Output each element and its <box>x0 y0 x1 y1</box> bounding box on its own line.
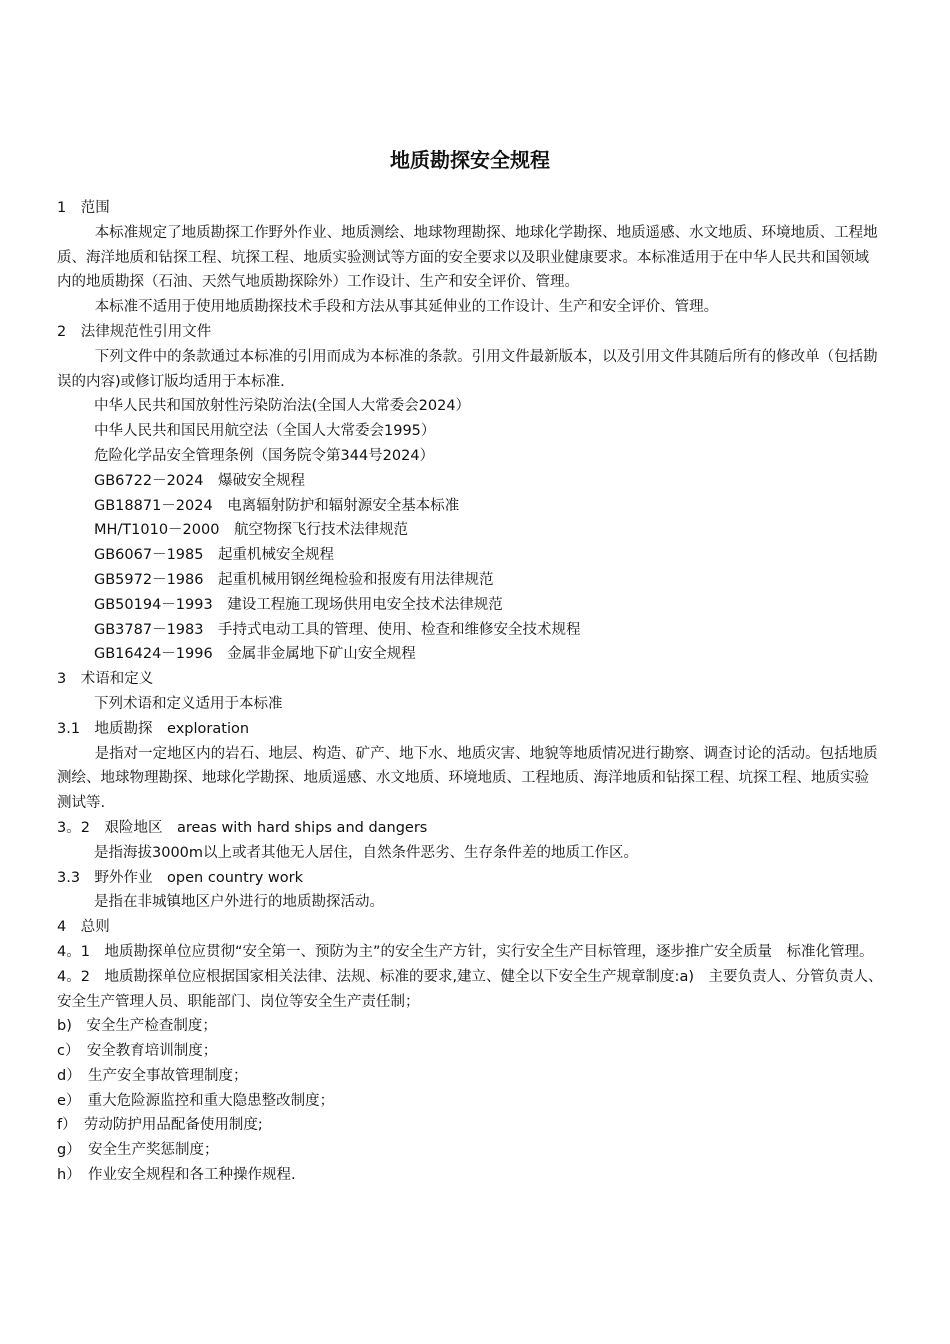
indented-line: MH/T1010－2000 航空物探飞行技术法律规范 <box>94 522 408 539</box>
section-line: d） 生产安全事故管理制度； <box>57 1067 248 1084</box>
body-paragraph: 下列文件中的条款通过本标准的引用而成为本标准的条款。引用文件最新版本，以及引用文件其随后所有的修改单（包括勘误的内容)或修订版均适用于本标准. <box>57 348 878 390</box>
section-line: 3 术语和定义 <box>57 671 154 688</box>
indented-line: 是指海拔3000m以上或者其他无人居住，自然条件恶劣、生存条件差的地质工作区。 <box>94 844 639 861</box>
section-line: c） 安全教育培训制度； <box>57 1043 218 1060</box>
section-line: 4。1 地质勘探单位应贯彻“安全第一、预防为主”的安全生产方针，实行安全生产目标管理，逐步推广安全质量 标准化管理。 <box>57 943 874 960</box>
indented-line: GB18871－2024 电离辐射防护和辐射源安全基本标准 <box>94 497 460 514</box>
section-line: 3.1 地质勘探 exploration <box>57 720 250 737</box>
indented-line: 中华人民共和国放射性污染防治法(全国人大常委会2024） <box>94 398 471 415</box>
section-line: 3。2 艰险地区 areas with hard ships and dangers <box>57 819 428 836</box>
document-body <box>57 196 883 1188</box>
section-line: 4 总则 <box>57 919 110 936</box>
indented-line: 危险化学品安全管理条例（国务院令第344号2024） <box>94 447 435 464</box>
document-title: 地质勘探安全规程 <box>390 148 550 172</box>
section-line: h） 作业安全规程和各工种操作规程. <box>57 1167 296 1184</box>
section-line: 1 范围 <box>57 200 110 216</box>
indented-line: 中华人民共和国民用航空法（全国人大常委会1995） <box>94 423 436 440</box>
indented-line: GB50194－1993 建设工程施工现场供用电安全技术法律规范 <box>94 596 503 613</box>
indented-line: GB6067－1985 起重机械安全规程 <box>94 547 334 564</box>
section-line: 3.3 野外作业 open country work <box>57 869 304 886</box>
indented-line: GB16424－1996 金属非金属地下矿山安全规程 <box>94 646 416 663</box>
indented-line: 下列术语和定义适用于本标准 <box>94 695 283 712</box>
indented-line: 是指在非城镇地区户外进行的地质勘探活动。 <box>94 894 384 911</box>
section-line: 4。2 地质勘探单位应根据国家相关法律、法规、标准的要求,建立、健全以下安全生产规章制度:a) 主要负责人、分管负责人、安全生产管理人员、职能部门、岗位等安全生产责任制； <box>57 968 883 1010</box>
section-line: g） 安全生产奖惩制度； <box>57 1142 219 1159</box>
section-line: e） 重大危险源监控和重大隐患整改制度； <box>57 1092 335 1109</box>
indented-line: GB5972－1986 起重机械用钢丝绳检验和报废有用法律规范 <box>94 571 494 588</box>
body-paragraph: 本标准规定了地质勘探工作野外作业、地质测绘、地球物理勘探、地球化学勘探、地质遥感、水文地质、环境地质、工程地质、海洋地质和钻探工程、坑探工程、地质实验测试等方面的安全要求以及职业健康要求。本标准适用于在中华人民共和国领域内的地质勘探（石油、天然气地质勘探除外）工作设计、生产和安全评价、管理。 <box>57 224 878 291</box>
section-line: f） 劳动防护用品配备使用制度; <box>57 1117 263 1134</box>
document-page <box>57 140 883 1188</box>
body-paragraph: 是指对一定地区内的岩石、地层、构造、矿产、地下水、地质灾害、地貌等地质情况进行勘察、调查讨论的活动。包括地质测绘、地球物理勘探、地球化学勘探、地质遥感、水文地质、环境地质、工程地质、海洋地质和钻探工程、坑探工程、地质实验测试等. <box>57 745 878 812</box>
indented-line: GB3787－1983 手持式电动工具的管理、使用、检查和维修安全技术规程 <box>94 621 581 638</box>
indented-line: GB6722－2024 爆破安全规程 <box>94 472 305 489</box>
section-line: b) 安全生产检查制度； <box>57 1018 217 1035</box>
section-line: 2 法律规范性引用文件 <box>57 323 212 340</box>
body-paragraph: 本标准不适用于使用地质勘探技术手段和方法从事其延伸业的工作设计、生产和安全评价、管理。 <box>94 299 719 316</box>
